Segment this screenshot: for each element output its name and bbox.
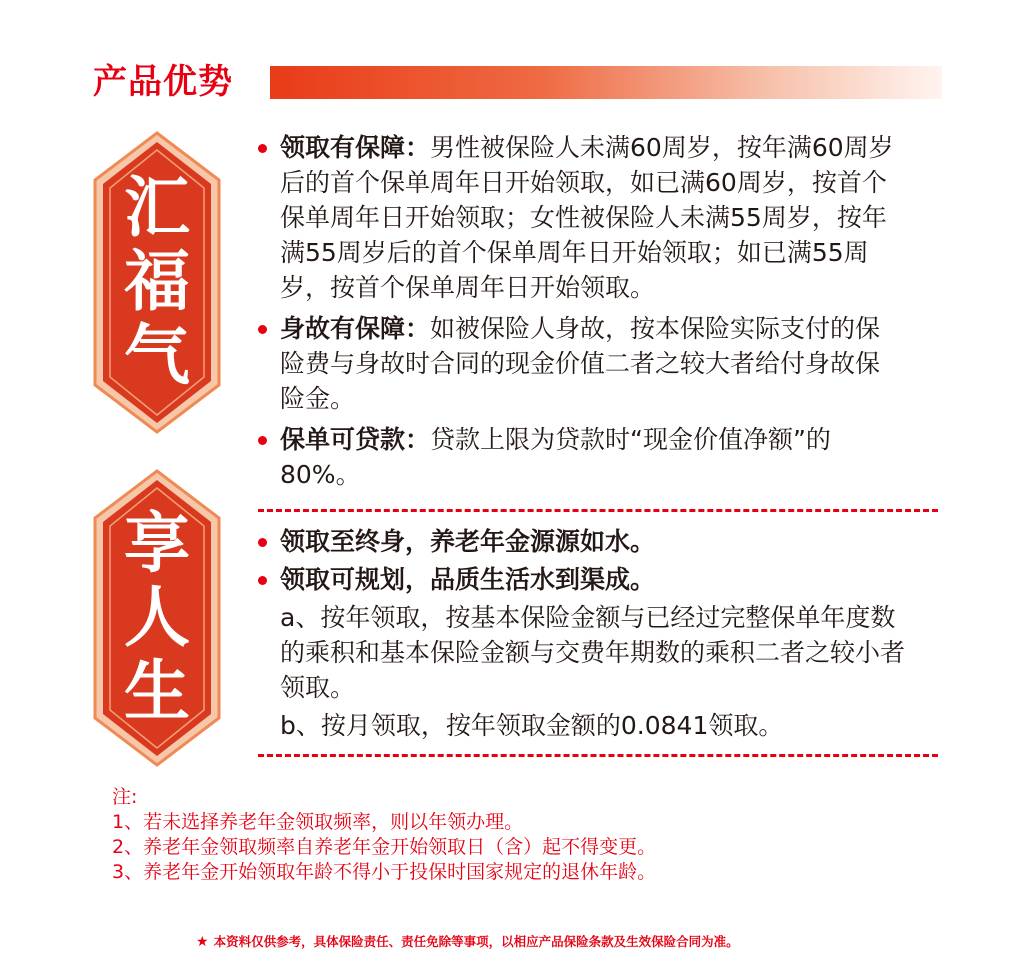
pension-item-lifetime (258, 524, 948, 559)
pension-option-text: a、按年领取，按基本保险金额与已经过完整保单年度数 (280, 603, 896, 632)
benefit-label: 保单可贷款： (280, 425, 431, 454)
bullet-icon (258, 325, 267, 334)
badge-xiangrensheng (92, 468, 222, 768)
bullet-icon (258, 436, 267, 445)
benefit-text: 满55周岁后的首个保单周年日开始领取；如已满55周 (280, 238, 869, 267)
badge-char: 福 (124, 242, 190, 320)
notes-heading: 注: (112, 786, 138, 808)
dashed-divider (258, 754, 938, 757)
benefit-text: 如被保险人身故，按本保险实际支付的保 (430, 314, 881, 343)
badge-char: 气 (124, 316, 190, 394)
benefits-section (258, 130, 948, 492)
badge-char: 汇 (124, 168, 190, 246)
note-line: 2、养老年金领取频率自养老年金开始领取日（含）起不得变更。 (112, 836, 657, 858)
benefit-item-loan (258, 422, 948, 492)
badge-char: 生 (124, 652, 190, 730)
pension-text: 领取可规划，品质生活水到渠成。 (280, 565, 656, 594)
bullet-icon (258, 144, 267, 153)
pension-item-plan (258, 562, 948, 597)
badge-char: 享 (124, 504, 190, 582)
benefit-item-claim (258, 130, 948, 305)
star-icon: ★ (196, 934, 209, 950)
benefit-text: 80%。 (280, 460, 361, 489)
pension-option-annual (258, 600, 948, 705)
dashed-divider (258, 509, 938, 512)
pension-option-monthly (258, 708, 948, 743)
note-line: 1、若未选择养老年金领取频率，则以年领办理。 (112, 811, 524, 833)
notes-section (112, 785, 656, 885)
note-line: 3、养老年金开始领取年龄不得小于投保时国家规定的退休年龄。 (112, 861, 657, 883)
title-gradient-bar (270, 66, 942, 99)
pension-option-text: 领取。 (280, 673, 356, 702)
section-title: 产品优势 (93, 62, 233, 102)
benefit-text: 险费与身故时合同的现金价值二者之较大者给付身故保 (280, 349, 881, 378)
benefit-text: 贷款上限为贷款时“现金价值净额”的 (430, 425, 831, 454)
badge-huifuqi (92, 130, 222, 435)
badge-char: 人 (124, 578, 190, 656)
pension-option-text: 的乘积和基本保险金额与交费年期数的乘积二者之较小者 (280, 638, 906, 667)
disclaimer-text: 本资料仅供参考，具体保险责任、责任免除等事项，以相应产品保险条款及生效保险合同为准。 (213, 934, 739, 949)
pension-text: 领取至终身，养老年金源源如水。 (280, 527, 656, 556)
pension-section (258, 524, 948, 743)
pension-option-text: b、按月领取，按年领取金额的0.0841领取。 (280, 711, 784, 740)
benefit-text: 岁，按首个保单周年日开始领取。 (280, 273, 656, 302)
benefit-text: 保单周年日开始领取；女性被保险人未满55周岁，按年 (280, 203, 887, 232)
benefit-label: 领取有保障： (280, 133, 431, 162)
benefit-text: 男性被保险人未满60周岁，按年满60周岁 (430, 133, 894, 162)
disclaimer (196, 933, 739, 951)
benefit-item-death (258, 311, 948, 416)
bullet-icon (258, 576, 267, 585)
benefit-text: 险金。 (280, 384, 356, 413)
benefit-text: 后的首个保单周年日开始领取，如已满60周岁，按首个 (280, 168, 887, 197)
bullet-icon (258, 538, 267, 547)
benefit-label: 身故有保障： (280, 314, 431, 343)
